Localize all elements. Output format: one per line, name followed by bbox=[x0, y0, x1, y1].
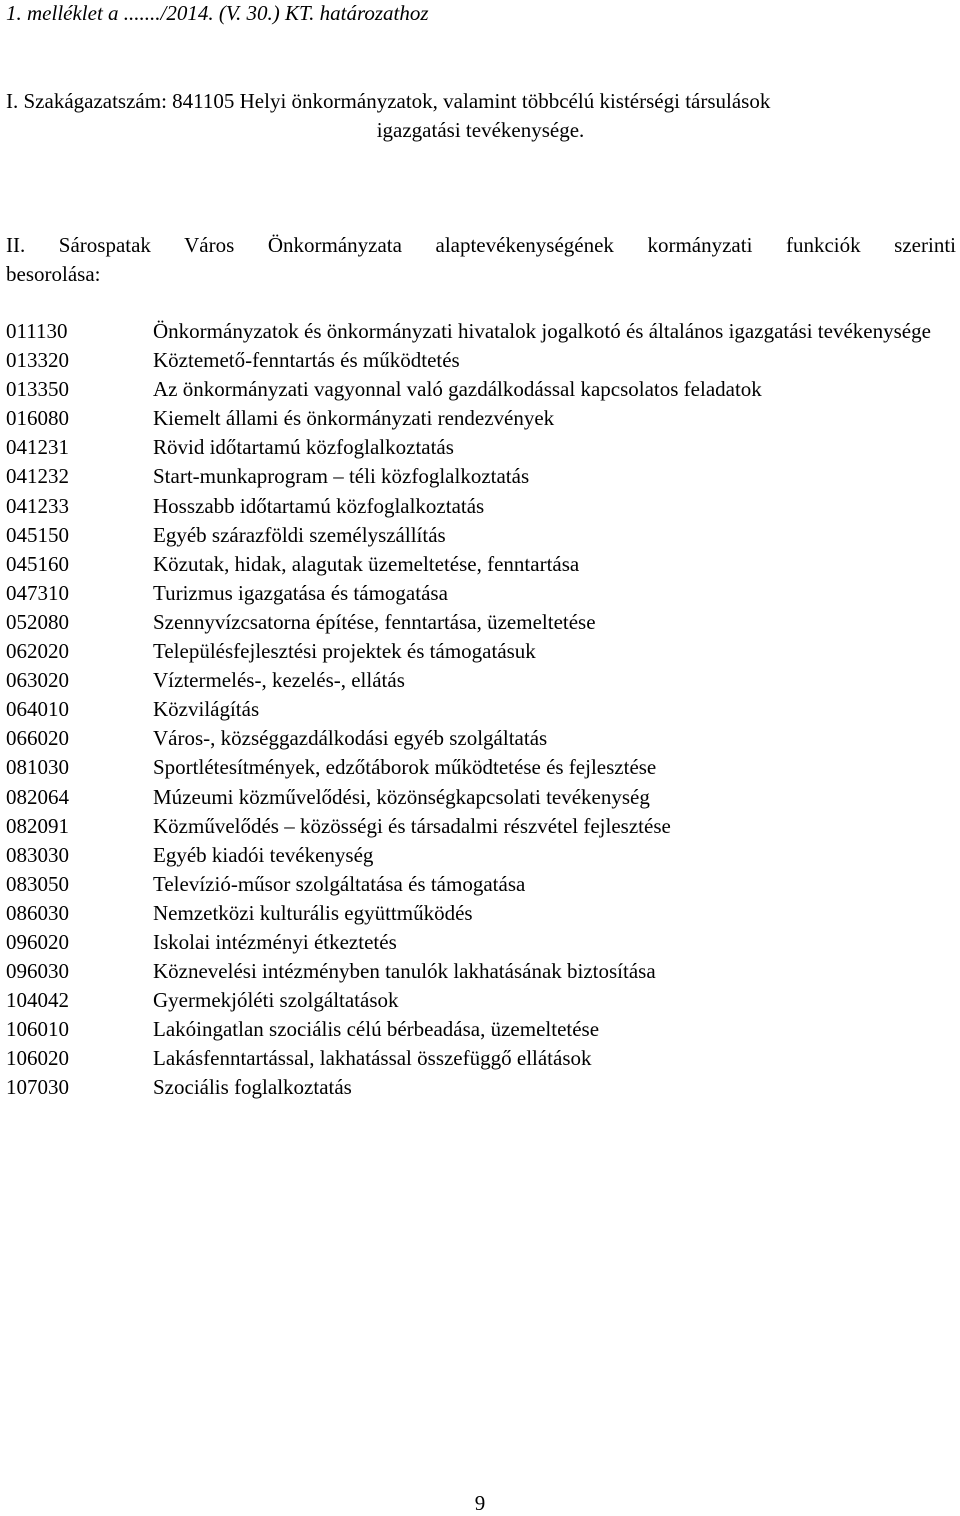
function-label: Köznevelési intézményben tanulók lakhatásának biztosítása bbox=[153, 959, 656, 984]
function-label: Településfejlesztési projektek és támogatásuk bbox=[153, 639, 536, 664]
function-label: Gyermekjóléti szolgáltatások bbox=[153, 988, 399, 1013]
function-code: 041233 bbox=[6, 493, 69, 518]
function-label: Rövid időtartamú közfoglalkoztatás bbox=[153, 435, 454, 460]
section-two-line1: II. Sárospatak Város Önkormányzata alaptevékenységének kormányzati funkciók szerinti bbox=[6, 233, 956, 257]
function-label: Szociális foglalkoztatás bbox=[153, 1075, 352, 1100]
function-code: 096030 bbox=[6, 959, 69, 984]
function-label: Egyéb szárazföldi személyszállítás bbox=[153, 522, 446, 547]
function-row bbox=[6, 462, 956, 491]
function-label: Hosszabb időtartamú közfoglalkoztatás bbox=[153, 493, 485, 518]
function-label: Egyéb kiadói tevékenység bbox=[153, 842, 374, 867]
function-code: 064010 bbox=[6, 697, 69, 722]
function-code: 041231 bbox=[6, 435, 69, 460]
section-two-heading bbox=[6, 231, 956, 289]
function-row bbox=[6, 666, 956, 695]
function-row bbox=[6, 841, 956, 870]
function-row bbox=[6, 695, 956, 724]
function-label: Televízió-műsor szolgáltatása és támogatása bbox=[153, 871, 526, 896]
function-label: Nemzetközi kulturális együttműködés bbox=[153, 900, 473, 925]
function-code: 096020 bbox=[6, 929, 69, 954]
function-row bbox=[6, 375, 956, 404]
function-row bbox=[6, 812, 956, 841]
function-label: Lakóingatlan szociális célú bérbeadása, üzemeltetése bbox=[153, 1017, 600, 1042]
page-number: 9 bbox=[474, 1491, 486, 1515]
function-code: 083050 bbox=[6, 871, 69, 896]
function-row bbox=[6, 492, 956, 521]
function-code: 106010 bbox=[6, 1017, 69, 1042]
function-code: 107030 bbox=[6, 1075, 69, 1100]
function-code: 052080 bbox=[6, 609, 69, 634]
function-code: 083030 bbox=[6, 842, 69, 867]
function-code: 062020 bbox=[6, 639, 69, 664]
function-label: Az önkormányzati vagyonnal való gazdálkodással kapcsolatos feladatok bbox=[153, 377, 762, 402]
function-label: Köztemető-fenntartás és működtetés bbox=[153, 348, 460, 373]
function-row bbox=[6, 550, 956, 579]
function-code: 104042 bbox=[6, 988, 69, 1013]
function-code: 013320 bbox=[6, 348, 69, 373]
function-code: 047310 bbox=[6, 580, 69, 605]
function-label: Kiemelt állami és önkormányzati rendezvények bbox=[153, 406, 555, 431]
function-row bbox=[6, 317, 956, 346]
function-row bbox=[6, 870, 956, 899]
function-code: 082064 bbox=[6, 784, 69, 809]
function-row bbox=[6, 404, 956, 433]
function-row bbox=[6, 637, 956, 666]
function-list bbox=[6, 317, 956, 1103]
function-code: 013350 bbox=[6, 377, 69, 402]
function-code: 082091 bbox=[6, 813, 69, 838]
function-row bbox=[6, 783, 956, 812]
function-label: Turizmus igazgatása és támogatása bbox=[153, 580, 448, 605]
function-label: Sportlétesítmények, edzőtáborok működtetése és fejlesztése bbox=[153, 755, 657, 780]
function-code: 063020 bbox=[6, 668, 69, 693]
function-row bbox=[6, 724, 956, 753]
function-label: Múzeumi közművelődési, közönségkapcsolati tevékenység bbox=[153, 784, 650, 809]
function-code: 086030 bbox=[6, 900, 69, 925]
function-row bbox=[6, 346, 956, 375]
function-row bbox=[6, 957, 956, 986]
function-row bbox=[6, 1044, 956, 1073]
annex-title: 1. melléklet a ......./2014. (V. 30.) KT. határozathoz bbox=[6, 1, 429, 25]
function-label: Start-munkaprogram – téli közfoglalkoztatás bbox=[153, 464, 530, 489]
function-label: Közművelődés – közösségi és társadalmi részvétel fejlesztése bbox=[153, 813, 671, 838]
function-label: Közutak, hidak, alagutak üzemeltetése, fenntartása bbox=[153, 551, 580, 576]
function-row bbox=[6, 928, 956, 957]
function-code: 106020 bbox=[6, 1046, 69, 1071]
function-code: 016080 bbox=[6, 406, 69, 431]
function-row bbox=[6, 753, 956, 782]
section-one-line2: igazgatási tevékenysége. bbox=[376, 118, 585, 142]
function-row bbox=[6, 608, 956, 637]
function-code: 045160 bbox=[6, 551, 69, 576]
function-row bbox=[6, 433, 956, 462]
section-two-line2: besorolása: bbox=[6, 262, 101, 286]
function-label: Város-, községgazdálkodási egyéb szolgáltatás bbox=[153, 726, 548, 751]
section-one-heading bbox=[6, 87, 941, 145]
function-label: Szennyvízcsatorna építése, fenntartása, üzemeltetése bbox=[153, 609, 596, 634]
function-label: Víztermelés-, kezelés-, ellátás bbox=[153, 668, 405, 693]
function-row bbox=[6, 521, 956, 550]
function-row bbox=[6, 986, 956, 1015]
function-label: Közvilágítás bbox=[153, 697, 260, 722]
function-label: Lakásfenntartással, lakhatással összefüggő ellátások bbox=[153, 1046, 592, 1071]
function-code: 081030 bbox=[6, 755, 69, 780]
function-row bbox=[6, 579, 956, 608]
function-row bbox=[6, 1015, 956, 1044]
function-label: Iskolai intézményi étkeztetés bbox=[153, 929, 397, 954]
section-one-line1: I. Szakágazatszám: 841105 Helyi önkormányzatok, valamint többcélú kistérségi társulások bbox=[6, 89, 771, 113]
function-label: Önkormányzatok és önkormányzati hivatalok jogalkotó és általános igazgatási tevékenysége bbox=[153, 319, 931, 343]
function-code: 041232 bbox=[6, 464, 69, 489]
function-code: 045150 bbox=[6, 522, 69, 547]
function-code: 066020 bbox=[6, 726, 69, 751]
function-row bbox=[6, 899, 956, 928]
function-code: 011130 bbox=[6, 319, 68, 343]
function-row bbox=[6, 1073, 956, 1102]
